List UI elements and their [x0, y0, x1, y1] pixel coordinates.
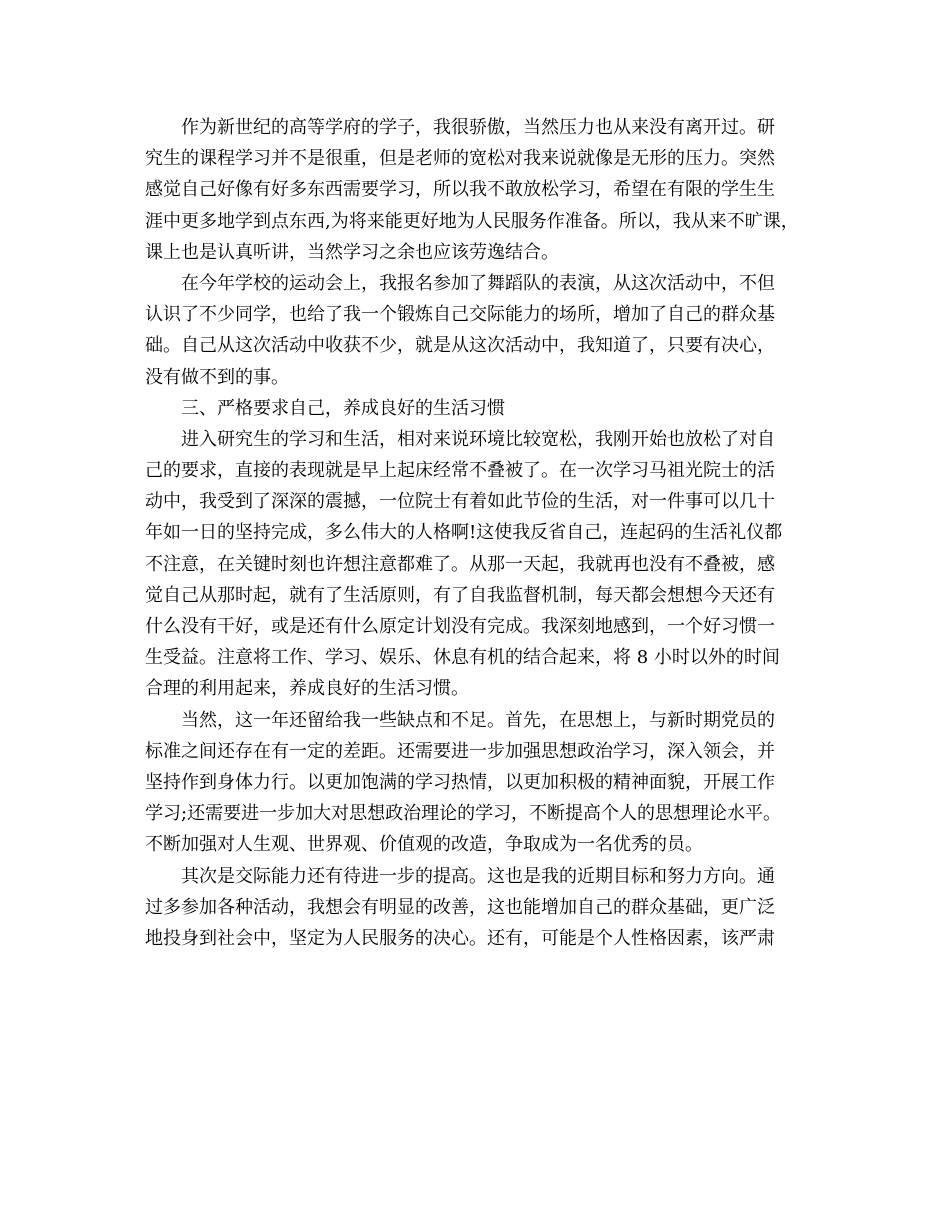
paragraph-habits-line: 生受益。注意将工作、学习、娱乐、休息有机的结合起来，将 8 小时以外的时间 — [145, 647, 780, 669]
paragraph-habits-line: 年如一日的坚持完成，多么伟大的人格啊!这使我反省自己，连起码的生活礼仪都 — [145, 522, 783, 544]
paragraph-habits-line: 动中，我受到了深深的震撼，一位院士有着如此节俭的生活，对一件事可以几十 — [145, 491, 775, 513]
paragraph-shortcomings-line: 当然，这一年还留给我一些缺点和不足。首先，在思想上，与新时期党员的 — [181, 709, 775, 731]
paragraph-study-line: 作为新世纪的高等学府的学子，我很骄傲，当然压力也从来没有离开过。研 — [181, 117, 775, 138]
paragraph-study-line: 涯中更多地学到点东西,为将来能更好地为人民服务作准备。所以，我从来不旷课， — [145, 210, 799, 232]
paragraph-study-line: 究生的课程学习并不是很重，但是老师的宽松对我来说就像是无形的压力。突然 — [145, 148, 775, 170]
paragraph-social-line: 地投身到社会中，坚定为人民服务的决心。还有，可能是个人性格因素，该严肃 — [145, 927, 775, 949]
paragraph-habits-line: 己的要求，直接的表现就是早上起床经常不叠被了。在一次学习马祖光院士的活 — [145, 460, 775, 482]
document-body — [145, 112, 810, 954]
paragraph-shortcomings-line: 坚持作到身体力行。以更加饱满的学习热情，以更加积极的精神面貌，开展工作 — [145, 771, 775, 793]
paragraph-habits-line: 进入研究生的学习和生活，相对来说环境比较宽松，我刚开始也放松了对自 — [181, 428, 775, 450]
paragraph-sports-line: 在今年学校的运动会上，我报名参加了舞蹈队的表演，从这次活动中，不但 — [181, 272, 775, 294]
paragraph-social-line: 过多参加各种活动，我想会有明显的改善，这也能增加自己的群众基础，更广泛 — [145, 896, 775, 918]
paragraph-sports-line: 础。自己从这次活动中收获不少，就是从这次活动中，我知道了，只要有决心， — [145, 335, 775, 357]
paragraph-shortcomings-line: 学习;还需要进一步加大对思想政治理论的学习，不断提高个人的思想理论水平。 — [145, 803, 782, 825]
paragraph-study-line: 感觉自己好像有好多东西需要学习，所以我不敢放松学习，希望在有限的学生生 — [145, 179, 775, 201]
paragraph-sports-line: 没有做不到的事。 — [145, 366, 289, 388]
paragraph-sports-line: 认识了不少同学，也给了我一个锻炼自己交际能力的场所，增加了自己的群众基 — [145, 304, 775, 326]
paragraph-social-line: 其次是交际能力还有待进一步的提高。这也是我的近期目标和努力方向。通 — [181, 865, 775, 887]
paragraph-habits-line: 不注意，在关键时刻也许想注意都难了。从那一天起，我就再也没有不叠被，感 — [145, 553, 775, 575]
paragraph-shortcomings-line: 不断加强对人生观、世界观、价值观的改造，争取成为一名优秀的员。 — [145, 834, 703, 856]
paragraph-study-line: 课上也是认真听讲，当然学习之余也应该劳逸结合。 — [145, 241, 559, 263]
paragraph-habits-line: 什么没有干好，或是还有什么原定计划没有完成。我深刻地感到，一个好习惯一 — [145, 616, 775, 637]
paragraph-habits-line: 合理的利用起来，养成良好的生活习惯。 — [145, 678, 469, 700]
paragraph-shortcomings-line: 标准之间还存在有一定的差距。还需要进一步加强思想政治学习，深入领会，并 — [145, 740, 775, 762]
section-heading: 三、严格要求自己，养成良好的生活习惯 — [181, 397, 505, 419]
paragraph-habits-line: 觉自己从那时起，就有了生活原则，有了自我监督机制，每天都会想想今天还有 — [145, 584, 775, 606]
